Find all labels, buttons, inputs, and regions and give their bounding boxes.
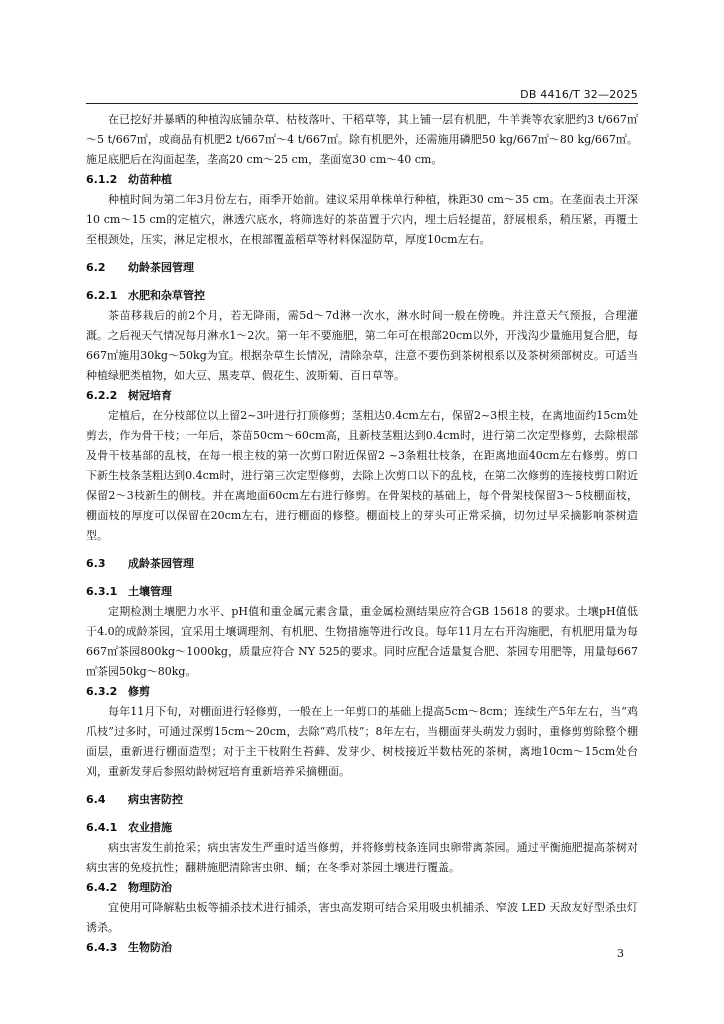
heading-title: 生物防治 <box>128 941 172 954</box>
heading-6-2-1 <box>86 286 638 306</box>
heading-6-1-2 <box>86 170 638 190</box>
heading-title: 树冠培育 <box>128 389 172 402</box>
heading-title: 水肥和杂草管控 <box>128 289 205 302</box>
heading-title: 修剪 <box>128 685 150 698</box>
heading-number: 6.4 <box>86 793 106 806</box>
heading-6-2-2 <box>86 386 638 406</box>
paragraph-base-fertilizer: 在已挖好并暴晒的种植沟底铺杂草、枯枝落叶、干稻草等，其上铺一层有机肥，牛羊粪等农家肥约3 t/667㎡～5 t/667㎡，或商品有机肥2 t/667㎡～4 t/667㎡。除有机肥外，还需施用磷肥50 kg/667㎡～80 kg/667㎡。施足底肥后在沟面起垄，垄高20 cm～25 cm，垄面宽30 cm～40 cm。 <box>86 113 638 166</box>
heading-title: 幼龄茶园管理 <box>128 261 194 274</box>
paragraph-crown-training: 定植后，在分枝部位以上留2~3叶进行打顶修剪；茎粗达0.4cm左右，保留2~3根主枝，在离地面约15cm处剪去，作为骨干枝；一年后，茶苗50cm～60cm高，且新枝茎粗达到0.4cm时，进行第二次定型修剪，去除根部及骨干枝基部的乱枝，在每一根主枝的第一次剪口附近保留2 ~3条粗壮枝条，在距离地面40cm左右修剪。剪口下新生枝条茎粗达到0.4cm时，进行第三次定型修剪，去除上次剪口以下的乱枝，在第二次修剪的连接枝剪口附近保留2～3枝新生的侧枝。并在离地面60cm左右进行修剪。在骨架枝的基础上，每个骨架枝保留3～5枝棚面枝，棚面枝的厚度可以保留在20cm左右，进行棚面的修整。棚面枝上的芽头可正常采摘，切勿过早采摘影响茶树造型。 <box>86 409 638 542</box>
heading-title: 农业措施 <box>128 821 172 834</box>
heading-number: 6.4.1 <box>86 821 118 834</box>
heading-title: 病虫害防控 <box>128 793 183 806</box>
heading-6-4-3 <box>86 938 638 958</box>
heading-6-2 <box>86 258 638 278</box>
heading-number: 6.2.2 <box>86 389 118 402</box>
heading-title: 物理防治 <box>128 881 172 894</box>
document-body <box>86 110 638 958</box>
heading-6-4-2 <box>86 878 638 898</box>
heading-6-3-2 <box>86 682 638 702</box>
heading-number: 6.3.2 <box>86 685 118 698</box>
heading-number: 6.1.2 <box>86 173 118 186</box>
paragraph-soil-management: 定期检测土壤肥力水平、pH值和重金属元素含量，重金属检测结果应符合GB 15618 的要求。土壤pH值低于4.0的成龄茶园，宜采用土壤调理剂、有机肥、生物措施等进行改良。每年11月左右开沟施肥，有机肥用量为每667㎡茶园800kg～1000kg，质量应符合 NY 525的要求。同时应配合适量复合肥、茶园专用肥等，用量每667㎡茶园50kg～80kg。 <box>86 605 638 678</box>
document-code: DB 4416/T 32—2025 <box>520 88 638 101</box>
heading-6-4-1 <box>86 818 638 838</box>
heading-6-3 <box>86 554 638 574</box>
heading-number: 6.4.3 <box>86 941 118 954</box>
heading-title: 土壤管理 <box>128 585 172 598</box>
heading-number: 6.3 <box>86 557 106 570</box>
heading-number: 6.3.1 <box>86 585 118 598</box>
paragraph-physical-control: 宜使用可降解粘虫板等捕杀技术进行捕杀，害虫高发期可结合采用吸虫机捕杀、窄波 LED 天敌友好型杀虫灯诱杀。 <box>86 901 638 934</box>
heading-6-3-1 <box>86 582 638 602</box>
heading-title: 成龄茶园管理 <box>128 557 194 570</box>
paragraph-pruning: 每年11月下旬，对棚面进行轻修剪，一般在上一年剪口的基础上提高5cm～8cm；连续生产5年左右，当“鸡爪枝”过多时，可通过深剪15cm～20cm，去除“鸡爪枝”；8年左右，当棚面芽头萌发力弱时，重修剪剪除整个棚面层，重新进行棚面造型；对于主干枝附生苔藓、发芽少、树枝接近半数枯死的茶树，离地10cm～15cm处台刈，重新发芽后参照幼龄树冠培育重新培养采摘棚面。 <box>86 705 638 778</box>
paragraph-seedling-planting: 种植时间为第二年3月份左右，雨季开始前。建议采用单株单行种植，株距30 cm～35 cm。在垄面表土开深10 cm～15 cm的定植穴，淋透穴底水，将筛选好的茶苗置于穴内，埋土后轻提苗，舒展根系，稍压紧，再覆土至根颈处，压实，淋足定根水，在根部覆盖稻草等材料保湿防草，厚度10cm左右。 <box>86 193 638 246</box>
heading-number: 6.2 <box>86 261 106 274</box>
heading-number: 6.4.2 <box>86 881 118 894</box>
heading-number: 6.2.1 <box>86 289 118 302</box>
header-rule <box>86 103 638 104</box>
paragraph-agricultural-measures: 病虫害发生前抢采；病虫害发生严重时适当修剪，并将修剪枝条连同虫卵带离茶园。通过平衡施肥提高茶树对病虫害的免疫抗性；翻耕施肥清除害虫卵、蛹；在冬季对茶园土壤进行覆盖。 <box>86 841 638 874</box>
heading-6-4 <box>86 790 638 810</box>
page-number: 3 <box>617 947 624 960</box>
heading-title: 幼苗种植 <box>128 173 172 186</box>
paragraph-water-weed: 茶苗移栽后的前2个月，若无降雨，需5d～7d淋一次水，淋水时间一般在傍晚。并注意天气预报，合理灌溉。之后视天气情况每月淋水1～2次。第一年不要施肥，第二年可在根部20cm以外，开浅沟少量施用复合肥，每667㎡施用30kg～50kg为宜。根据杂草生长情况，清除杂草，注意不要伤到茶树根系以及茶树须部树皮。可适当种植绿肥类植物，如大豆、黑麦草、假花生、波斯菊、百日草等。 <box>86 309 638 382</box>
